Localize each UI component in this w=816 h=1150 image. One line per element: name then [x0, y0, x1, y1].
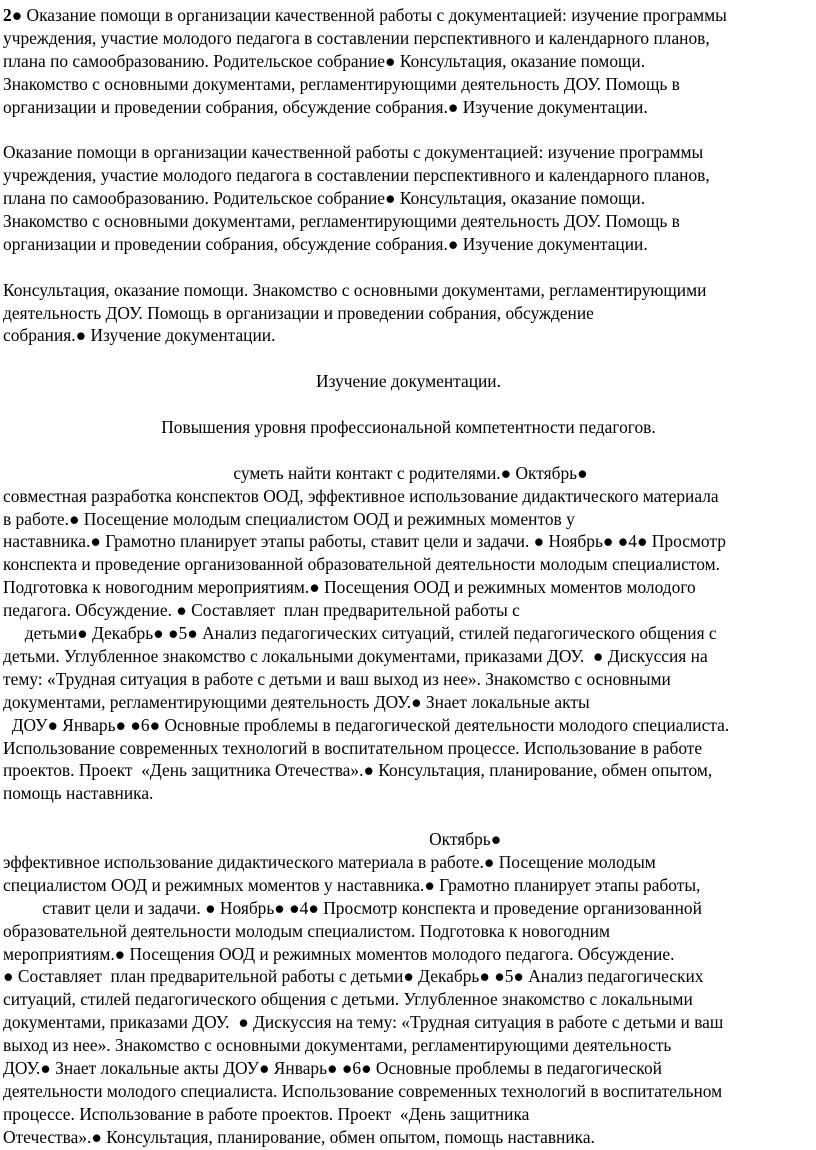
- text-line: помощь наставника.: [3, 783, 154, 804]
- document-body: [3, 4, 814, 1149]
- text-line: наставника.● Грамотно планирует этапы работы, ставит цели и задачи. ● Ноябрь● ●4● Просмотр: [3, 531, 726, 552]
- text-line: 2● Оказание помощи в организации качественной работы с документацией: изучение программы: [3, 5, 727, 25]
- paragraph: [3, 462, 814, 805]
- text-line: мероприятиям.● Посещения ООД и режимных моментов молодого педагога. Обсуждение.: [3, 943, 675, 964]
- text-line: Повышения уровня профессиональной компетентности педагогов.: [161, 417, 656, 438]
- paragraph: [3, 370, 814, 393]
- text-line: документами, регламентирующими деятельность ДОУ.● Знает локальные акты: [3, 691, 590, 712]
- text-line: Октябрь●: [3, 829, 502, 850]
- text-line: детьми. Углубленное знакомство с локальными документами, приказами ДОУ. ● Дискуссия на: [3, 645, 708, 666]
- text-line: тему: «Трудная ситуация в работе с детьми и ваш выход из нее». Знакомство с основными: [3, 668, 671, 689]
- text-line: ● Составляет план предварительной работы с детьми● Декабрь● ●5● Анализ педагогических: [3, 966, 704, 987]
- paragraph: [3, 416, 814, 439]
- text-line: выход из нее». Знакомство с основными документами, регламентирующими деятельность: [3, 1035, 672, 1056]
- text-line: плана по самообразованию. Родительское собрание● Консультация, оказание помощи.: [3, 50, 646, 71]
- text-line: Знакомство с основными документами, регламентирующими деятельность ДОУ. Помощь в: [3, 211, 680, 232]
- text-line: Отечества».● Консультация, планирование, обмен опытом, помощь наставника.: [3, 1126, 595, 1147]
- item-number: 2: [3, 5, 12, 25]
- paragraph: [3, 828, 814, 1148]
- text-line: учреждения, участие молодого педагога в составлении перспективного и календарного планов,: [3, 165, 710, 186]
- text-line: в работе.● Посещение молодым специалистом ООД и режимных моментов у: [3, 508, 575, 529]
- text-line: совместная разработка конспектов ООД, эффективное использование дидактического материала: [3, 485, 719, 506]
- text-line: Оказание помощи в организации качественной работы с документацией: изучение программы: [3, 142, 704, 163]
- paragraph-spacer: [3, 118, 814, 141]
- text-line: ставит цели и задачи. ● Ноябрь● ●4● Просмотр конспекта и проведение организованной: [3, 897, 702, 918]
- text-line: Изучение документации.: [316, 371, 501, 392]
- text-line: эффективное использование дидактического материала в работе.● Посещение молодым: [3, 851, 656, 872]
- text-line: детьми● Декабрь● ●5● Анализ педагогических ситуаций, стилей педагогического общения с: [3, 623, 717, 644]
- text-line: собрания.● Изучение документации.: [3, 325, 276, 346]
- text-line: ДОУ.● Знает локальные акты ДОУ● Январь● ●6● Основные проблемы в педагогической: [3, 1057, 662, 1078]
- text-line: Подготовка к новогодним мероприятиям.● Посещения ООД и режимных моментов молодого: [3, 577, 696, 598]
- text-line: деятельность ДОУ. Помощь в организации и проведении собрания, обсуждение: [3, 302, 594, 323]
- text-line: плана по самообразованию. Родительское собрание● Консультация, оказание помощи.: [3, 188, 646, 209]
- text-line: организации и проведении собрания, обсуждение собрания.● Изучение документации.: [3, 96, 648, 117]
- text-line: специалистом ООД и режимных моментов у наставника.● Грамотно планирует этапы работы,: [3, 874, 701, 895]
- paragraph-spacer: [3, 439, 814, 462]
- text-line: суметь найти контакт с родителями.● Октябрь●: [3, 462, 588, 483]
- paragraph: [3, 4, 814, 118]
- paragraph: [3, 279, 814, 348]
- paragraph: [3, 141, 814, 255]
- text-line: организации и проведении собрания, обсуждение собрания.● Изучение документации.: [3, 233, 648, 254]
- paragraph-spacer: [3, 347, 814, 370]
- text-line: документами, приказами ДОУ. ● Дискуссия на тему: «Трудная ситуация в работе с детьми и ваш: [3, 1012, 724, 1033]
- paragraph-spacer: [3, 393, 814, 416]
- text-line: учреждения, участие молодого педагога в составлении перспективного и календарного планов,: [3, 27, 710, 48]
- text-line: проектов. Проект «День защитника Отечества».● Консультация, планирование, обмен опытом,: [3, 760, 713, 781]
- text-line: образовательной деятельности молодым специалистом. Подготовка к новогодним: [3, 920, 610, 941]
- text-line: педагога. Обсуждение. ● Составляет план предварительной работы с: [3, 600, 520, 621]
- text-line: деятельности молодого специалиста. Использование современных технологий в воспитательном: [3, 1080, 723, 1101]
- text-line: Знакомство с основными документами, регламентирующими деятельность ДОУ. Помощь в: [3, 73, 680, 94]
- text-line: Использование современных технологий в воспитательном процессе. Использование в работе: [3, 737, 703, 758]
- paragraph-spacer: [3, 256, 814, 279]
- text-line: процессе. Использование в работе проектов. Проект «День защитника: [3, 1103, 530, 1124]
- text-line: конспекта и проведение организованной образовательной деятельности молодым специалистом.: [3, 554, 720, 575]
- text-line: Консультация, оказание помощи. Знакомство с основными документами, регламентирующими: [3, 279, 707, 300]
- paragraph-spacer: [3, 805, 814, 828]
- text-line: ДОУ● Январь● ●6● Основные проблемы в педагогической деятельности молодого специалиста.: [3, 714, 730, 735]
- text-line: ситуаций, стилей педагогического общения с детьми. Углубленное знакомство с локальными: [3, 989, 693, 1010]
